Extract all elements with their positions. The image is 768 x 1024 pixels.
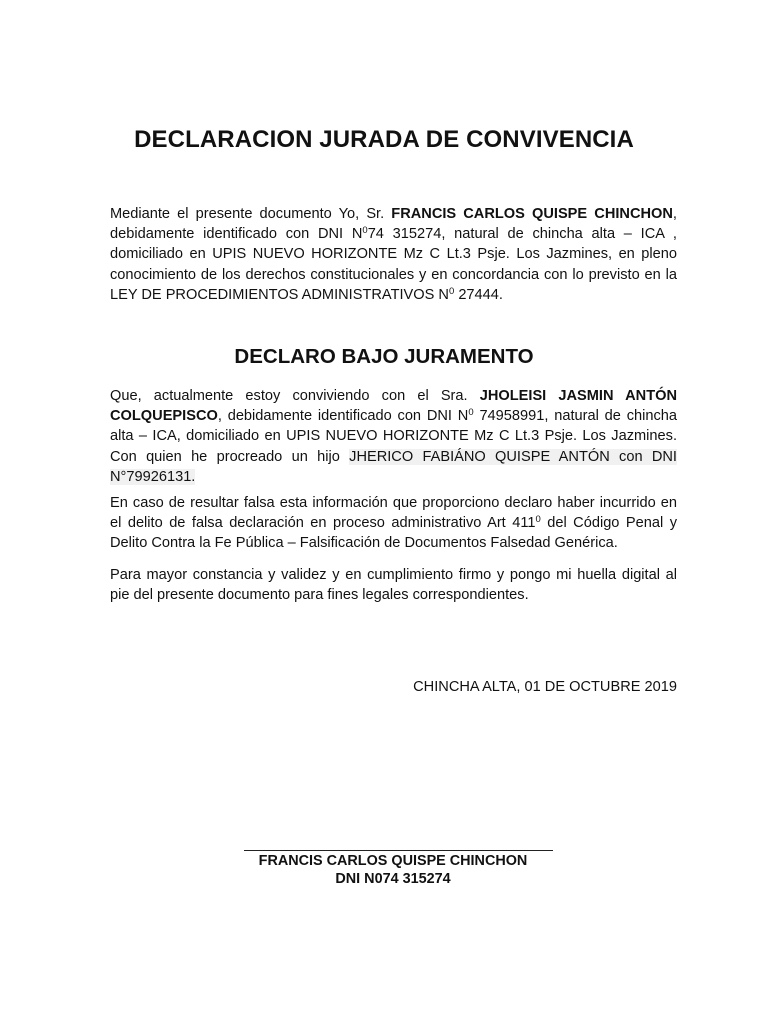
document-subtitle: DECLARO BAJO JURAMENTO [234, 345, 534, 368]
child-info: JHERICO FABIÁNO QUISPE ANTÓN con DNI N°79926131. [110, 448, 677, 485]
declarant-name: FRANCIS CARLOS QUISPE CHINCHON [391, 206, 673, 222]
p3-text-b: del Código Penal y Delito Contra la Fe Pública – Falsificación de Documentos Falsedad Genérica. [110, 515, 677, 552]
p3-text-a: En caso de resultar falsa esta información que proporciono declaro haber incurrido en el delito de falsa declaración en proceso administrativo Art 411 [110, 495, 677, 532]
paragraph-closing: Para mayor constancia y validez y en cumplimiento firmo y pongo mi huella digital al pie del presente documento para fines legales correspondientes. [110, 567, 677, 604]
p1-sup-b: 0 [448, 285, 455, 297]
signature-line [244, 850, 553, 851]
date-line: CHINCHA ALTA, 01 DE OCTUBRE 2019 [413, 679, 677, 695]
p3-sup-a: 0 [535, 514, 541, 526]
p2-text-a: , debidamente identificado con DNI N [217, 408, 469, 425]
signature-name: FRANCIS CARLOS QUISPE CHINCHON [258, 853, 528, 869]
p1-text-a: , debidamente identificado con DNI N [110, 206, 677, 243]
p2-intro: Que, actualmente estoy conviviendo con el Sra. [110, 388, 480, 404]
p1-intro: Mediante el presente documento Yo, Sr. [110, 206, 392, 222]
p2-text-b: 74958991, natural de chincha alta – ICA, domiciliado en UPIS NUEVO HORIZONTE Mz C Lt.3 Psje. Los Jazmines. Con quien he procreado un hijo [110, 408, 677, 465]
p1-text-b: 74 315274, natural de chincha alta – ICA , domiciliado en UPIS NUEVO HORIZONTE Mz C Lt.3 Psje. Los Jazmines, en pleno conocimiento de los derechos constitucionales y en concordancia con lo previsto en la LEY DE PROCEDIMIENTOS ADMINISTRATIVOS N [110, 226, 677, 303]
paragraph-identification [110, 204, 677, 305]
document-title: DECLARACION JURADA DE CONVIVENCIA [134, 126, 634, 153]
signature-dni: DNI N074 315274 [335, 871, 451, 887]
partner-name: JHOLEISI JASMIN ANTÓN COLQUEPISCO [110, 388, 677, 425]
paragraph-liability [110, 493, 677, 554]
p1-sup-a: 0 [362, 225, 368, 237]
p1-text-c: 27444. [454, 286, 503, 303]
p2-sup-a: 0 [468, 407, 474, 419]
paragraph-cohabitation [110, 386, 677, 487]
